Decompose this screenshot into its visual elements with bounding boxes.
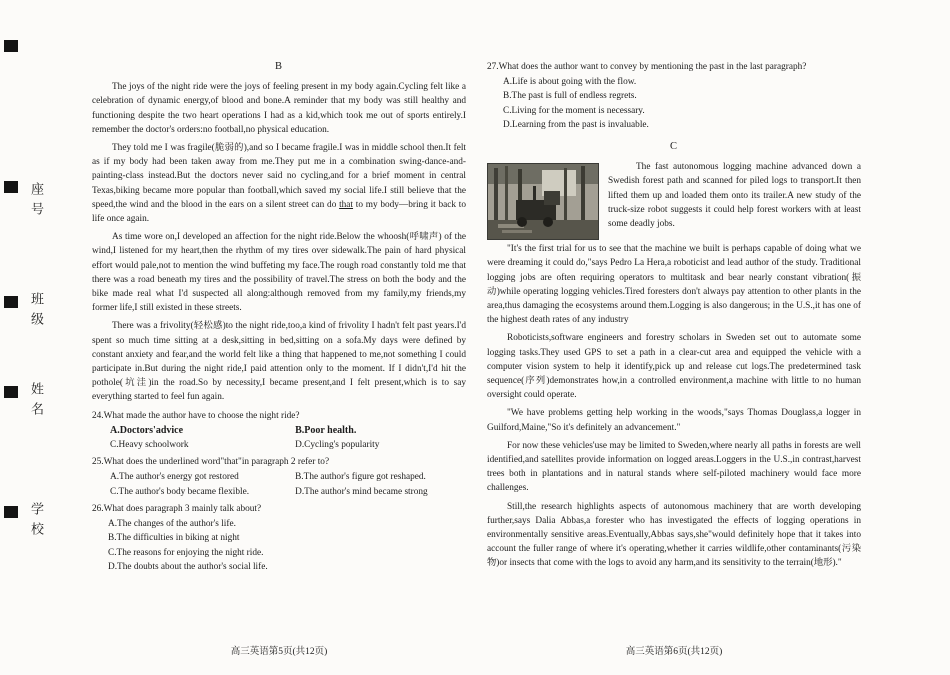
passage-c-lead-block	[487, 160, 861, 231]
question-25-options	[92, 470, 466, 498]
question-26-option-c: C.The reasons for enjoying the night ride.	[108, 547, 264, 558]
question-24-option-c: C.Heavy schoolwork	[110, 440, 189, 451]
passage-b-paragraph-1: The joys of the night ride were the joys of feeling present in my body again.Cycling felt like a celebration of dynamic energy,of blood and bone.A reminder that my body was still healthy and functioning despite the two heart operations I had as a kid,which took me out of sports entirely.I remember the doctor's orders:no football,no physical education.	[92, 82, 466, 135]
page-5-column	[92, 60, 466, 574]
paragraph-2-text-after: to my body—bring it back to life once again.	[92, 199, 466, 225]
question-26-option-d: D.The doubts about the author's social life.	[108, 561, 268, 572]
registration-mark	[4, 181, 18, 193]
question-26-option-b: B.The difficulties in biking at night	[108, 533, 240, 544]
name-label: 姓名	[28, 382, 43, 422]
page-5-footer: 高三英语第5页(共12页)	[230, 647, 328, 657]
question-26-option-a: A.The changes of the author's life.	[108, 519, 236, 530]
question-27	[487, 60, 861, 132]
section-b-heading: B	[274, 61, 283, 72]
question-24-option-b: B.Poor health.	[295, 424, 357, 436]
section-c-heading: C	[669, 141, 678, 153]
seat-number-label: 座号	[28, 182, 43, 222]
question-25-option-d: D.The author's mind became strong	[295, 486, 428, 497]
question-26-stem: 26.What does paragraph 3 mainly talk about?	[92, 503, 262, 514]
passage-b-paragraph-4: There was a frivolity(轻松感)to the night ride,too,a kind of frivolity I hadn't felt past years.I'd spent so much time sitting at a desk,sitting in bed,sitting on a sofa.My days were defined by constant anxiety and fear,and the world felt like a thing that happened to me,not something I could participate in.But during the night ride,I paid attention only to the moment. If I didn't,I'd hit the pothole(坑洼)in the road.So by necessity,I became present,and I felt present,which is to say everything started to feel fun again.	[92, 321, 466, 403]
question-27-option-b: B.The past is full of endless regrets.	[503, 91, 637, 102]
question-27-option-c: C.Living for the moment is necessary.	[503, 105, 645, 116]
class-label: 班级	[28, 292, 43, 332]
question-27-option-d: D.Learning from the past is invaluable.	[503, 119, 649, 130]
question-24-option-a: A.Doctors'advice	[110, 424, 184, 436]
question-26	[92, 502, 466, 574]
registration-mark	[4, 506, 18, 518]
question-27-option-a: A.Life is about going with the flow.	[503, 77, 637, 88]
logging-machine-photo-graphic	[488, 164, 598, 239]
page-6-column	[487, 60, 861, 575]
underlined-word-that: that	[339, 199, 354, 210]
question-25-option-b: B.The author's figure got reshaped.	[295, 472, 426, 483]
registration-mark	[4, 386, 18, 398]
question-24-stem: 24.What made the author have to choose the night ride?	[92, 410, 300, 421]
passage-c-paragraph-4: "We have problems getting help working in the woods,"says Thomas Douglass,a logger in Guilford,Maine,"So it's definitely an advancement."	[487, 408, 861, 433]
paragraph-2-text-before: They told me I was fragile(脆弱的),and so I became fragile.I was in middle school then.It felt as if my body had been taken away from me.They put me in a combination swing-dance-and-painting-class instead.But the doctors never said no cycling,and for a brief moment in central Texas,biking became more popular than football,which saved my social life.I still believe that the speed,the wind and the blood in the ears on a silent street can do	[92, 143, 466, 210]
passage-b-paragraph-2	[92, 141, 466, 226]
passage-c-paragraph-5: For now these vehicles'use may be limited to Sweden,where nearly all paths in forests are well identified,and satellites provide information on logged areas.Loggers in the U.S.,in contrast,harvest trees both in plantations and in natural stands where self-piloted machinery would face more challenges.	[487, 440, 861, 494]
question-26-options	[92, 517, 466, 574]
question-25-option-c: C.The author's body became flexible.	[110, 486, 250, 497]
logging-machine-photo	[487, 163, 599, 240]
page-6-footer: 高三英语第6页(共12页)	[625, 647, 723, 657]
passage-b-paragraph-3: As time wore on,I developed an affection for the night ride.Below the whoosh(呼啸声) of the wind,I listened for my heart,then the rhythm of my tires over sidewalk.The pain of hard physical effort would pale,not to mention the wind buffeting my face.The rough road constantly told me that there was a road beneath my tires and the possibility of travel.The stress on both the body and the bike made real what I'd suspected all along:although removed from my family,my friends,my former life,I still existed in these streets.	[92, 232, 466, 314]
passage-c-paragraph-3: Roboticists,software engineers and forestry scholars in Sweden set out to automate some logging tasks.They used GPS to set a path in a clear-cut area and equipped the vehicle with a computer vision system to help it identify,pick up and release cut logs.The predetermined task sequence(序列)demonstrates how,in a controlled environment,a machine with little to no human oversight could operate.	[487, 333, 861, 401]
question-25-option-a: A.The author's energy got restored	[110, 472, 239, 483]
passage-c-paragraph-6: Still,the research highlights aspects of autonomous machinery that are worth developing further,says Dalia Abbas,a forester who has investigated the effects of logging operations in environmentally sensitive areas.Eventually,Abbas says,she"would definitely hope that it takes into account the fuller range of where it's operating,whether it carries wildlife,other contaminants(污染物)or insects that come with the logs to avoid any harm,and its sensitivity to the terrain(地形)."	[487, 501, 861, 569]
registration-mark	[4, 296, 18, 308]
question-24	[92, 409, 466, 453]
passage-c-paragraph-2: "It's the first trial for us to see that the machine we built is perhaps capable of doing what we were dreaming it could do,"says Pedro La Hera,a roboticist and lead author of the study. Traditional logging jobs are often requiring operators to multitask and bear nearly constant vibration(振动)while operating logging vehicles.Tired foresters don't always pay attention to other plants in the area,thus damaging the ecosystems around them.Logging is also dangerous; in the U.S.,it has one of the highest death rates of any industry	[487, 244, 861, 326]
registration-mark	[4, 40, 18, 52]
question-27-stem: 27.What does the author want to convey by mentioning the past in the last paragraph?	[487, 62, 807, 72]
school-label: 学校	[28, 502, 43, 542]
question-25	[92, 455, 466, 499]
question-24-options	[92, 424, 466, 452]
passage-c-paragraph-1: The fast autonomous logging machine advanced down a Swedish forest path and scanned for piled logs to transport.It then lifted them up and loaded them onto its trailer.A new study of the truck-size robot suggests it could help forest workers with at least some deadly jobs.	[608, 162, 861, 230]
question-25-stem: 25.What does the underlined word"that"in paragraph 2 refer to?	[92, 457, 330, 468]
question-27-options	[487, 75, 861, 132]
question-24-option-d: D.Cycling's popularity	[295, 440, 380, 451]
